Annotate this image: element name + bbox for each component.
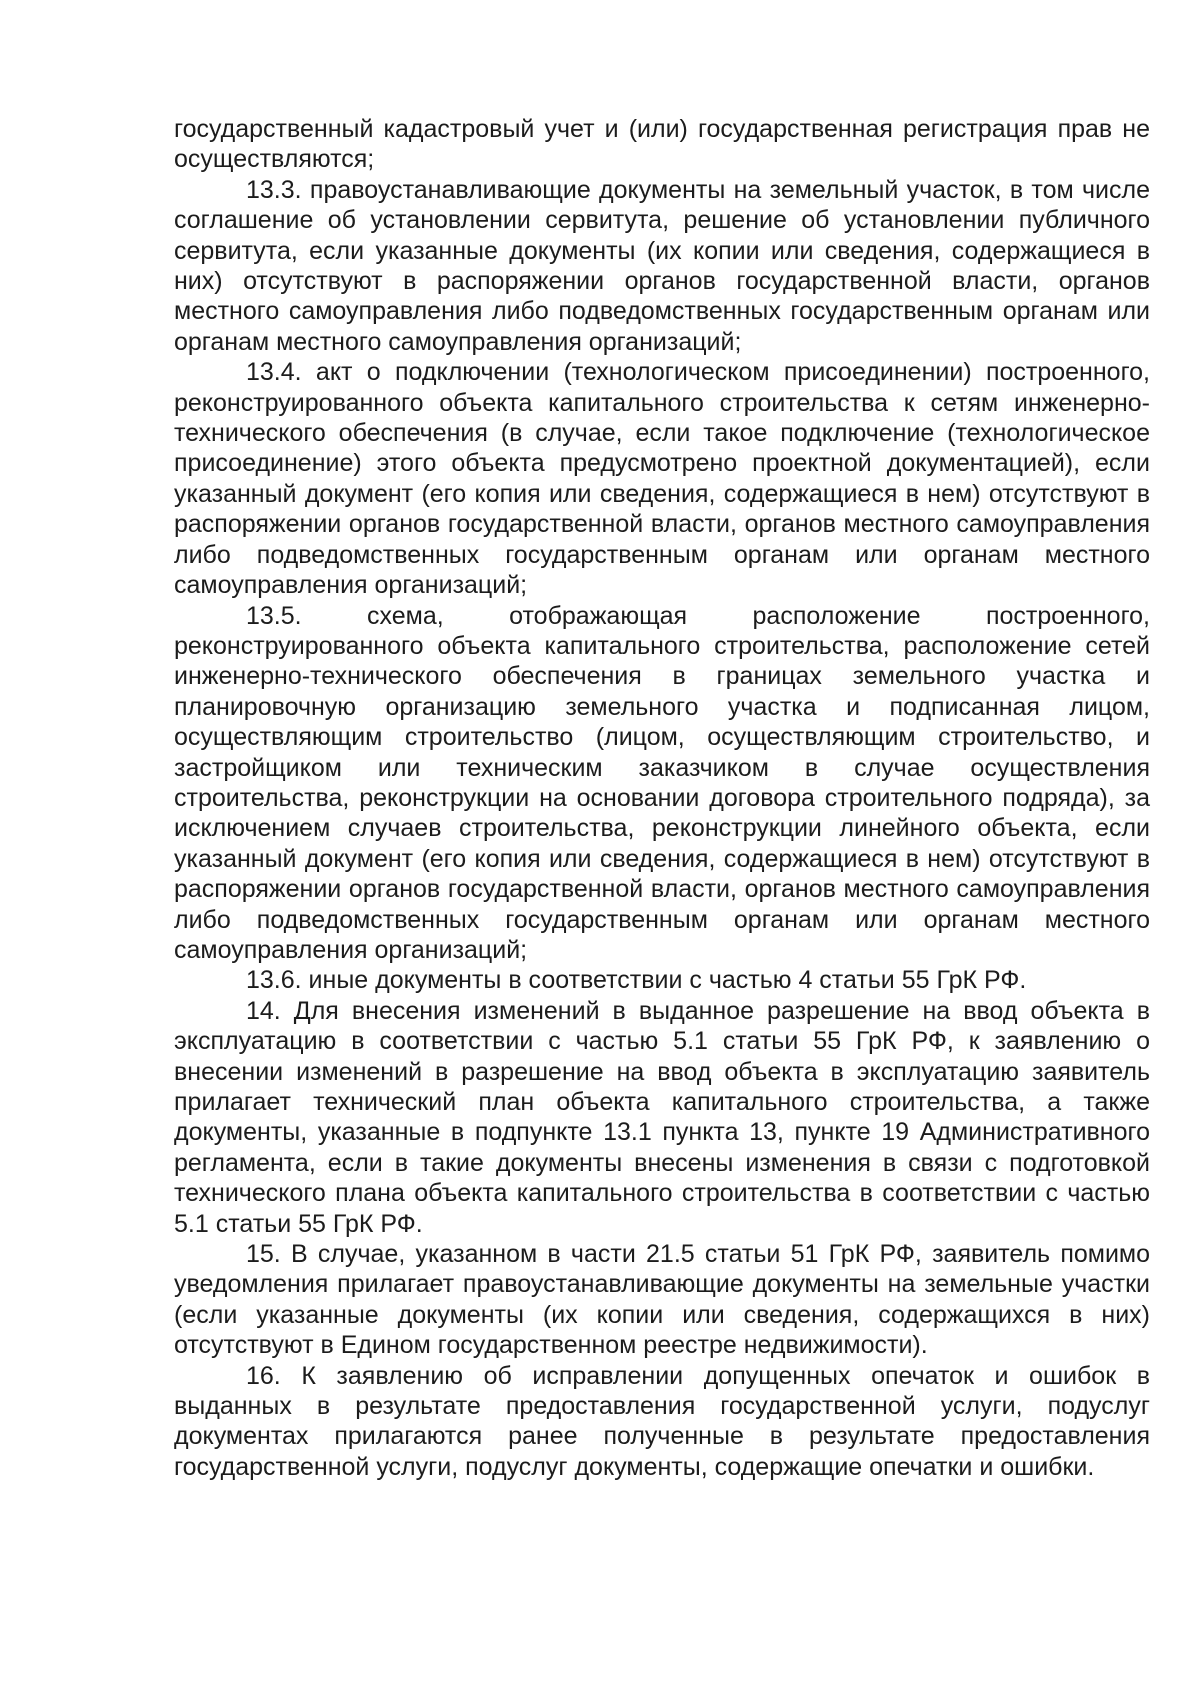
paragraph-13-6: 13.6. иные документы в соответствии с частью 4 статьи 55 ГрК РФ. (246, 966, 1027, 995)
paragraph-16: 16. К заявлению об исправлении допущенных опечаток и ошибок в выданных в результате предоставления государственной услуги, подуслуг документах прилагаются ранее полученные в результате предоставления государственной услуги, подуслуг документы, содержащие опечатки и ошибки. (174, 1361, 1150, 1481)
paragraph-13-5: 13.5. схема, отображающая расположение построенного, реконструированного объекта капитального строительства, расположение сетей инженерно-технического обеспечения в границах земельного участка и планировочную организацию земельного участка и подписанная лицом, осуществляющим строительство (лицом, осуществляющим строительство, и застройщиком или техническим заказчиком в случае осуществления строительства, реконструкции на основании договора строительного подряда), за исключением случаев строительства, реконструкции линейного объекта, если указанный документ (его копия или сведения, содержащиеся в нем) отсутствуют в распоряжении органов государственной власти, органов местного самоуправления либо подведомственных государственным органам или органам местного самоуправления организаций; (174, 601, 1150, 964)
paragraph-continuation: государственный кадастровый учет и (или) государственная регистрация прав не осуществляются; (174, 115, 1150, 174)
paragraph-15: 15. В случае, указанном в части 21.5 статьи 51 ГрК РФ, заявитель помимо уведомления прилагает правоустанавливающие документы на земельные участки (если указанные документы (их копии или сведения, содержащихся в них) отсутствуют в Едином государственном реестре недвижимости). (174, 1240, 1150, 1360)
document-page (174, 114, 1150, 1482)
paragraph-13-3: 13.3. правоустанавливающие документы на земельный участок, в том числе соглашение об установлении сервитута, решение об установлении публичного сервитута, если указанные документы (их копии или сведения, содержащиеся в них) отсутствуют в распоряжении органов государственной власти, органов местного самоуправления либо подведомственных государственным органам или органам местного самоуправления организаций; (174, 175, 1150, 356)
paragraph-14: 14. Для внесения изменений в выданное разрешение на ввод объекта в эксплуатацию в соответствии с частью 5.1 статьи 55 ГрК РФ, к заявлению о внесении изменений в разрешение на ввод объекта в эксплуатацию заявитель прилагает технический план объекта капитального строительства, а также документы, указанные в подпункте 13.1 пункта 13, пункте 19 Административного регламента, если в такие документы внесены изменения в связи с подготовкой технического плана объекта капитального строительства в соответствии с частью 5.1 статьи 55 ГрК РФ. (174, 996, 1150, 1238)
paragraph-13-4: 13.4. акт о подключении (технологическом присоединении) построенного, реконструированного объекта капитального строительства к сетям инженерно-технического обеспечения (в случае, если такое подключение (технологическое присоединение) этого объекта предусмотрено проектной документацией), если указанный документ (его копия или сведения, содержащиеся в нем) отсутствуют в распоряжении органов государственной власти, органов местного самоуправления либо подведомственных государственным органам или органам местного самоуправления организаций; (174, 358, 1150, 600)
